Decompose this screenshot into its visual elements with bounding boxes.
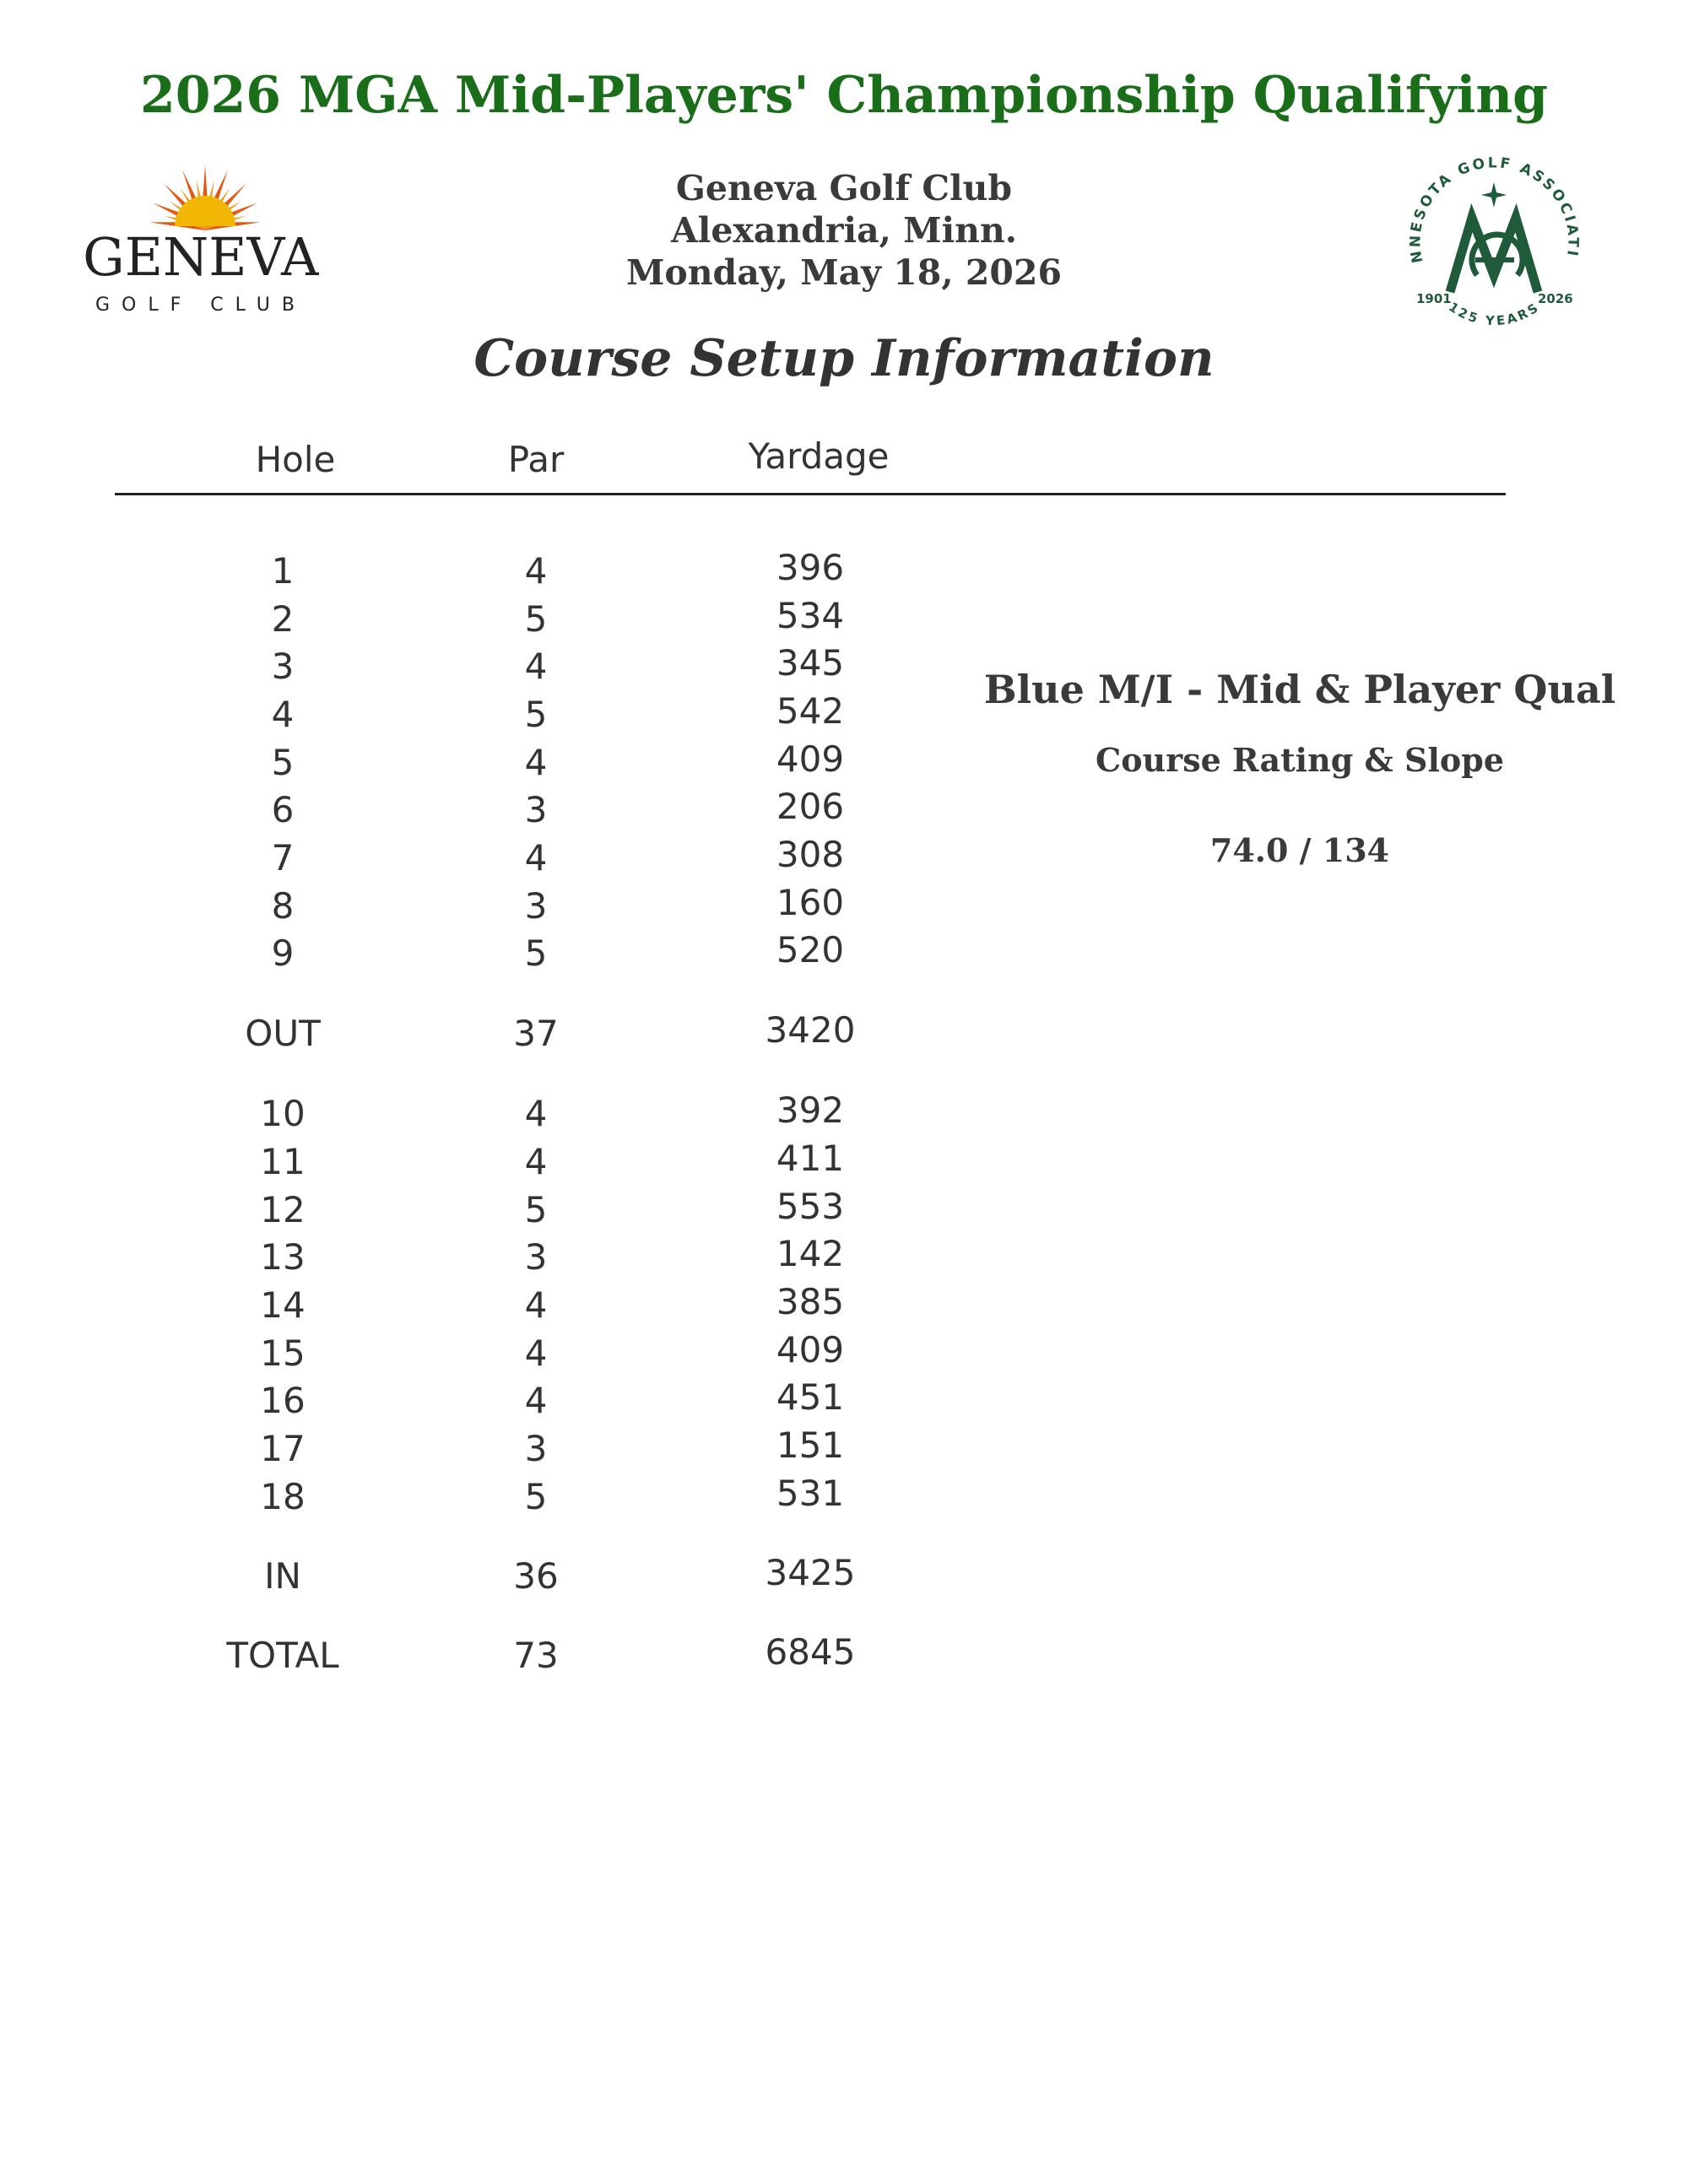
table-row-hole: 13 <box>260 1236 306 1278</box>
tee-set-label: Blue M/I - Mid & Player Qual <box>983 667 1616 712</box>
table-row-par: 4 <box>524 837 548 878</box>
column-header-par: Par <box>507 439 565 480</box>
table-row-hole: 16 <box>260 1380 306 1421</box>
table-row-yards: 206 <box>776 786 845 827</box>
table-row-hole: 10 <box>260 1093 306 1134</box>
venue-info <box>506 167 1182 294</box>
total-par: 73 <box>513 1635 559 1676</box>
table-row-yards: 142 <box>776 1233 845 1274</box>
column-header-hole: Hole <box>255 439 336 480</box>
table-row-hole: 18 <box>260 1476 306 1517</box>
table-row-par: 5 <box>524 694 548 735</box>
table-row-yards: 520 <box>776 929 845 970</box>
table-row-par: 4 <box>524 1333 548 1374</box>
table-row-yards: 160 <box>776 882 845 923</box>
subtotal-out-par: 37 <box>513 1013 559 1054</box>
geneva-golf-club-logo <box>83 160 319 316</box>
page-title: 2026 MGA Mid-Players' Championship Qualifying <box>139 66 1549 125</box>
table-row-hole: 9 <box>271 933 295 974</box>
subtotal-in-par: 36 <box>513 1555 559 1597</box>
table-row-yards: 531 <box>776 1473 845 1514</box>
table-row-yards: 308 <box>776 834 845 875</box>
table-row-hole: 15 <box>260 1333 306 1374</box>
table-row-hole: 1 <box>271 550 295 592</box>
table-row-par: 4 <box>524 646 548 687</box>
table-row-hole: 8 <box>271 885 295 927</box>
table-row-hole: 14 <box>260 1284 306 1326</box>
table-row-yards: 409 <box>776 738 845 780</box>
table-row-yards: 534 <box>776 595 845 636</box>
table-row-par: 4 <box>524 1380 548 1421</box>
course-rating-label: Course Rating & Slope <box>1095 741 1505 779</box>
table-row-hole: 2 <box>271 598 295 640</box>
table-row-par: 3 <box>524 789 548 830</box>
table-row-par: 3 <box>524 885 548 927</box>
table-row-yards: 151 <box>776 1424 845 1466</box>
svg-text:GOLF CLUB: GOLF CLUB <box>95 295 306 316</box>
table-row-yards: 385 <box>776 1281 845 1322</box>
table-row-yards: 542 <box>776 690 845 732</box>
table-row-yards: 451 <box>776 1376 845 1418</box>
mga-125-years-logo <box>1399 149 1589 338</box>
svg-text:1901: 1901 <box>1416 291 1452 306</box>
table-row-hole: 12 <box>260 1189 306 1230</box>
table-row-par: 5 <box>524 1189 548 1230</box>
table-row-par: 4 <box>524 742 548 783</box>
svg-text:2026: 2026 <box>1538 291 1573 306</box>
venue-name: Geneva Golf Club <box>675 168 1013 208</box>
table-row-hole: 11 <box>260 1141 306 1182</box>
svg-text:125 YEARS: 125 YEARS <box>1446 299 1543 329</box>
table-row-par: 5 <box>524 1476 548 1517</box>
table-row-yards: 409 <box>776 1329 845 1370</box>
subtotal-out-yards: 3420 <box>765 1009 856 1051</box>
table-row-par: 3 <box>524 1236 548 1278</box>
venue-location: Alexandria, Minn. <box>670 210 1018 251</box>
column-header-yardage: Yardage <box>748 435 890 477</box>
table-row-hole: 7 <box>271 837 295 878</box>
subtotal-in-label: IN <box>264 1555 301 1597</box>
table-row-hole: 3 <box>271 646 295 687</box>
table-row-par: 5 <box>524 933 548 974</box>
total-label: TOTAL <box>226 1635 339 1676</box>
table-row-hole: 5 <box>271 742 295 783</box>
table-row-par: 3 <box>524 1428 548 1469</box>
course-rating-value: 74.0 / 134 <box>1209 831 1390 869</box>
table-row-par: 5 <box>524 598 548 640</box>
event-date: Monday, May 18, 2026 <box>626 252 1062 293</box>
header-divider <box>115 493 1506 495</box>
table-row-par: 4 <box>524 1284 548 1326</box>
table-row-yards: 411 <box>776 1138 845 1179</box>
table-row-hole: 17 <box>260 1428 306 1469</box>
svg-text:GENEVA: GENEVA <box>83 226 319 288</box>
subtotal-out-label: OUT <box>245 1013 321 1054</box>
table-row-hole: 6 <box>271 789 295 830</box>
table-row-par: 4 <box>524 1093 548 1134</box>
total-yards: 6845 <box>765 1631 856 1673</box>
section-title: Course Setup Information <box>473 329 1215 388</box>
table-row-hole: 4 <box>271 694 295 735</box>
table-row-par: 4 <box>524 550 548 592</box>
svg-text:MINNESOTA GOLF ASSOCIATION: NNESOTA GOLF ASSOCIATI <box>1407 154 1582 265</box>
table-row-yards: 553 <box>776 1186 845 1227</box>
subtotal-in-yards: 3425 <box>765 1552 856 1593</box>
table-row-yards: 345 <box>776 642 845 684</box>
table-row-yards: 392 <box>776 1089 845 1131</box>
table-row-yards: 396 <box>776 547 845 588</box>
table-row-par: 4 <box>524 1141 548 1182</box>
